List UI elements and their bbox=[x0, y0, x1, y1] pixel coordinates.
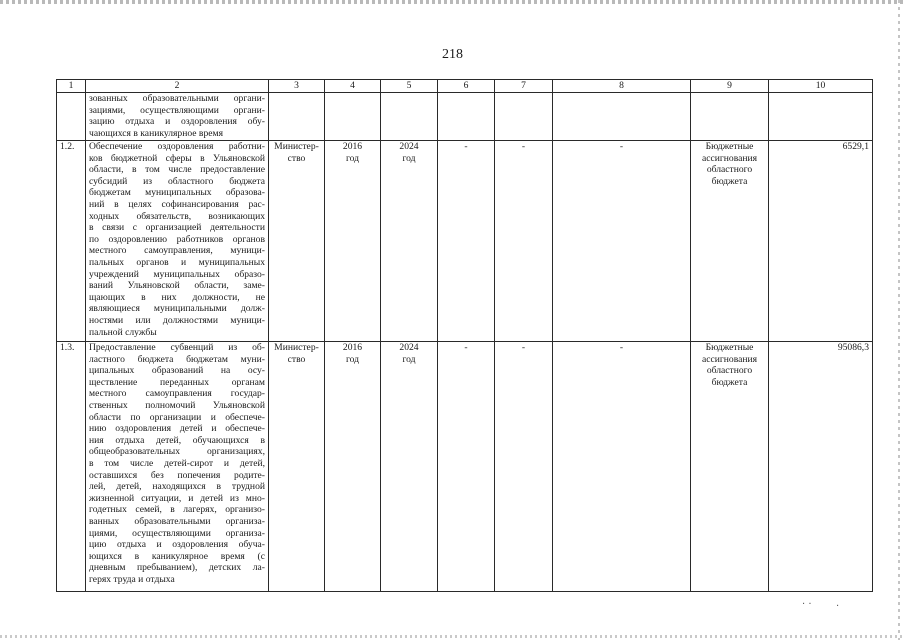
end-year-cell bbox=[381, 342, 438, 592]
col7-cell: - bbox=[495, 141, 553, 342]
description-line: учреждений муниципальных образо- bbox=[89, 268, 265, 280]
num-cell: 1.3. bbox=[57, 342, 86, 592]
description-line: Предоставление субвенций из об- bbox=[89, 342, 265, 353]
description-line: ющихся в каникулярное время (с bbox=[89, 550, 265, 562]
start-year-line: год bbox=[345, 152, 360, 164]
description-line: лей, детей, находящихся в трудной bbox=[89, 481, 265, 493]
executor-line: ство bbox=[287, 353, 306, 365]
funding-source-line: бюджета bbox=[711, 376, 748, 388]
end-year-line: 2024 bbox=[399, 141, 419, 152]
executor-cell bbox=[269, 342, 325, 592]
funding-source-cell bbox=[691, 141, 769, 342]
funding-source-line: ассигнования bbox=[701, 353, 758, 365]
start-year-line: 2016 bbox=[342, 141, 363, 152]
table-row-continuation bbox=[57, 93, 873, 141]
header-cell: 7 bbox=[495, 80, 553, 93]
description-line: в связи с организацией деятельности bbox=[89, 222, 265, 234]
funding-source-line: областного bbox=[706, 365, 753, 377]
empty-cell bbox=[553, 93, 691, 141]
header-row bbox=[57, 80, 873, 93]
description-line: Обеспечение оздоровления работни- bbox=[89, 141, 265, 152]
empty-cell bbox=[438, 93, 495, 141]
description-line: области по организации и обеспече- bbox=[89, 411, 265, 423]
end-year-line: 2024 bbox=[399, 342, 419, 353]
description-line: ваний Ульяновской области, заме- bbox=[89, 280, 265, 292]
funding-source-line: областного bbox=[706, 164, 753, 176]
start-year-line: 2016 bbox=[342, 342, 363, 353]
description-line: цию отдыха и оздоровления обуча- bbox=[89, 539, 265, 551]
funding-source-line: Бюджетные bbox=[705, 342, 754, 353]
scan-edge-right bbox=[898, 0, 900, 640]
description-line: по оздоровлению работников органов bbox=[89, 233, 265, 245]
empty-cell bbox=[381, 93, 438, 141]
funding-source-line: Бюджетные bbox=[705, 141, 754, 152]
executor-line: Министер- bbox=[274, 342, 319, 353]
start-year-cell bbox=[325, 141, 381, 342]
header-cell: 2 bbox=[86, 80, 269, 93]
description-line: дневным пребыванием), детских ла- bbox=[89, 562, 265, 574]
description-cell bbox=[86, 141, 269, 342]
executor-cell bbox=[269, 141, 325, 342]
description-line: ственных полномочий Ульяновской bbox=[89, 399, 265, 411]
description-line: щающих в них должности, не bbox=[89, 291, 265, 303]
description-line: жизненной ситуации, и детей из мно- bbox=[89, 492, 265, 504]
col7-cell: - bbox=[495, 342, 553, 592]
description-line: в том числе детей-сирот и детей, bbox=[89, 457, 265, 469]
description-line: бюджетам муниципальных образова- bbox=[89, 187, 265, 199]
col8-cell: - bbox=[553, 342, 691, 592]
header-cell: 4 bbox=[325, 80, 381, 93]
executor-line: Министер- bbox=[274, 141, 319, 152]
header-cell: 8 bbox=[553, 80, 691, 93]
description-line: зацию отдыха и оздоровления обу- bbox=[89, 116, 265, 128]
description-line: нию оздоровления детей и обеспече- bbox=[89, 423, 265, 435]
description-line: циями, осуществляющими организа- bbox=[89, 527, 265, 539]
description-cell bbox=[86, 93, 269, 141]
amount-cell: 6529,1 bbox=[769, 141, 873, 342]
table-row-1-3 bbox=[57, 342, 873, 592]
header-cell: 5 bbox=[381, 80, 438, 93]
amount-cell: 95086,3 bbox=[769, 342, 873, 592]
header-cell: 9 bbox=[691, 80, 769, 93]
description-line: области, в том числе предоставление bbox=[89, 164, 265, 176]
description-line: общеобразовательных организациях, bbox=[89, 446, 265, 458]
description-line: чающихся в каникулярное время bbox=[89, 127, 224, 139]
header-cell: 10 bbox=[769, 80, 873, 93]
col6-cell: - bbox=[438, 141, 495, 342]
col6-cell: - bbox=[438, 342, 495, 592]
num-cell: 1.2. bbox=[57, 141, 86, 342]
executor-line: ство bbox=[287, 152, 306, 164]
description-line: ков бюджетной сферы в Ульяновской bbox=[89, 152, 265, 164]
description-line: местного самоуправления государ- bbox=[89, 388, 265, 400]
description-cell bbox=[86, 342, 269, 592]
description-line: годетных семей, в лагерях, организо- bbox=[89, 504, 265, 516]
header-cell: 6 bbox=[438, 80, 495, 93]
description-line: пальной службы bbox=[89, 326, 157, 338]
end-year-cell bbox=[381, 141, 438, 342]
description-line: ностями или должностями муници- bbox=[89, 314, 265, 326]
num-cell bbox=[57, 93, 86, 141]
start-year-cell bbox=[325, 342, 381, 592]
empty-cell bbox=[769, 93, 873, 141]
description-line: субсидий из областного бюджета bbox=[89, 175, 265, 187]
header-cell: 3 bbox=[269, 80, 325, 93]
description-line: местного самоуправления, муници- bbox=[89, 245, 265, 257]
scan-edge-top bbox=[0, 0, 905, 4]
description-line: герях труда и отдыха bbox=[89, 573, 175, 585]
funding-source-cell bbox=[691, 342, 769, 592]
description-line: ществление переданных органам bbox=[89, 376, 265, 388]
scan-speck-mark: · · bbox=[802, 599, 812, 610]
description-line: ципальных образований на осу- bbox=[89, 365, 265, 377]
description-line: зованных образовательными органи- bbox=[89, 93, 265, 104]
end-year-line: год bbox=[402, 152, 416, 164]
end-year-line: год bbox=[402, 353, 416, 365]
table-row-1-2 bbox=[57, 141, 873, 342]
start-year-line: год bbox=[345, 353, 360, 365]
col8-cell: - bbox=[553, 141, 691, 342]
description-line: являющиеся муниципальными долж- bbox=[89, 303, 265, 315]
scan-edge-bottom bbox=[0, 635, 905, 638]
empty-cell bbox=[269, 93, 325, 141]
scan-speck-mark: · bbox=[836, 601, 840, 612]
funding-source-line: бюджета bbox=[711, 175, 748, 187]
empty-cell bbox=[691, 93, 769, 141]
empty-cell bbox=[495, 93, 553, 141]
description-line: ний в целях софинансирования рас- bbox=[89, 198, 265, 210]
funding-source-line: ассигнования bbox=[701, 152, 758, 164]
description-line: зациями, осуществляющими органи- bbox=[89, 104, 265, 116]
description-line: пальных органов и муниципальных bbox=[89, 256, 265, 268]
page-number: 218 bbox=[442, 47, 463, 62]
description-line: ния отдыха детей, обучающихся в bbox=[89, 434, 265, 446]
description-line: оставшихся без попечения родите- bbox=[89, 469, 265, 481]
header-cell: 1 bbox=[57, 80, 86, 93]
program-table bbox=[56, 79, 873, 592]
empty-cell bbox=[325, 93, 381, 141]
description-line: ластного бюджета бюджетам муни- bbox=[89, 353, 265, 365]
description-line: ходных обязательств, возникающих bbox=[89, 210, 265, 222]
description-line: ванных образовательными организа- bbox=[89, 515, 265, 527]
